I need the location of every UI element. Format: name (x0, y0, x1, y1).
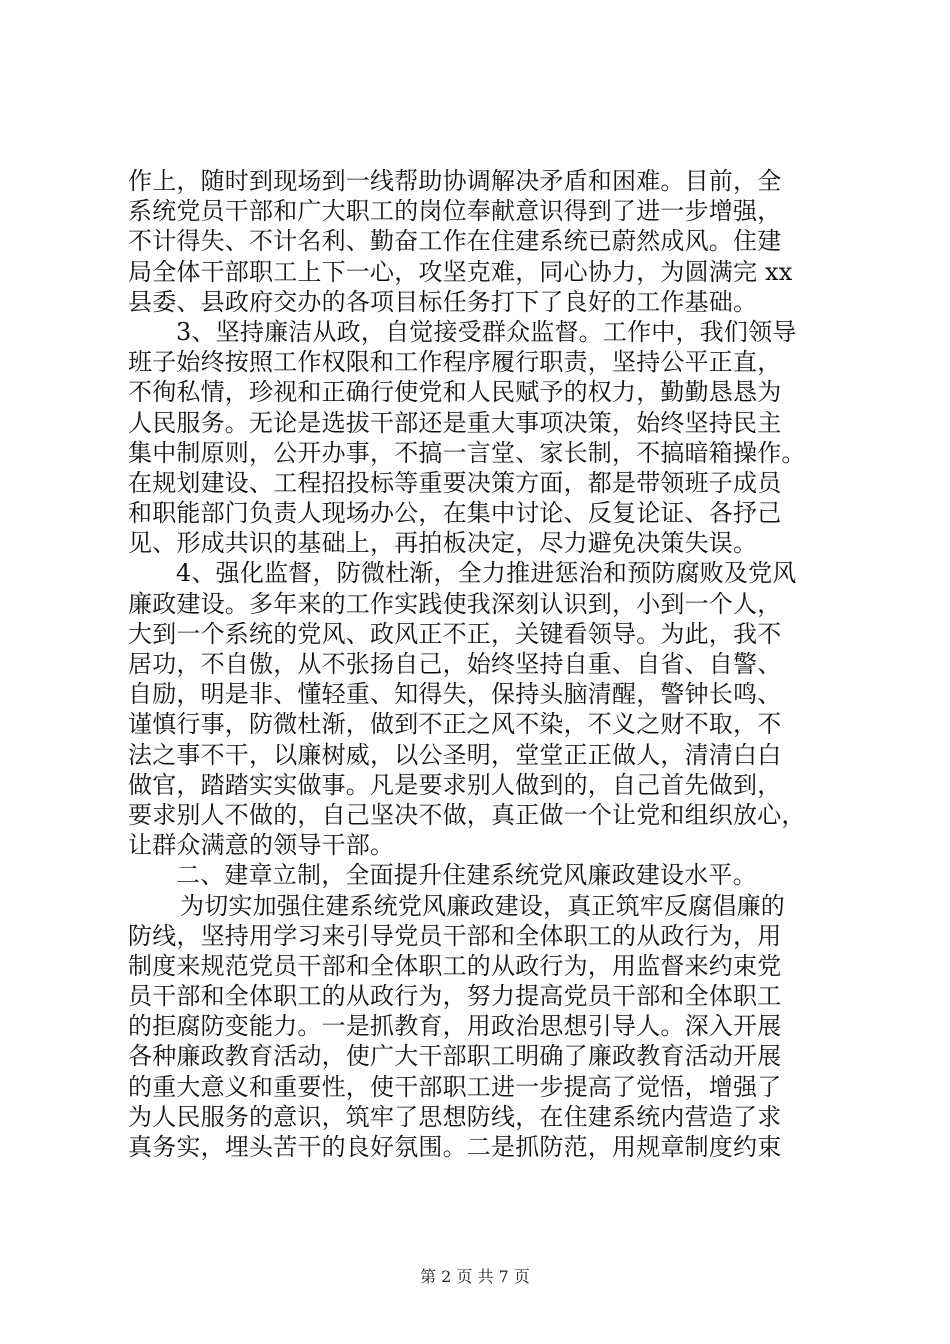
text-line: 制度来规范党员干部和全体职工的从政行为，用监督来约束党 (128, 951, 782, 980)
text-line: 做官，踏踏实实做事。凡是要求别人做到的，自己首先做到， (128, 770, 782, 799)
text-line: 人民服务。无论是选拔干部还是重大事项决策，始终坚持民主 (128, 408, 782, 437)
text-line: 班子始终按照工作权限和工作程序履行职责，坚持公平正直， (128, 348, 782, 377)
text-line: 县委、县政府交办的各项目标任务打下了良好的工作基础。 (128, 287, 758, 316)
paragraph-start-line: 3、坚持廉洁从政，自觉接受群众监督。工作中，我们领导 (176, 317, 797, 346)
text-line: 作上，随时到现场到一线帮助协调解决矛盾和困难。目前，全 (128, 167, 782, 195)
text-line: 要求别人不做的，自己坚决不做，真正做一个让党和组织放心， (128, 800, 806, 829)
text-line: 的拒腐防变能力。一是抓教育，用政治思想引导人。深入开展 (128, 1012, 782, 1041)
text-line: 不计得失、不计名利、勤奋工作在住建系统已蔚然成风。住建 (128, 227, 782, 256)
text-line: 大到一个系统的党风、政风正不正，关键看领导。为此，我不 (128, 619, 782, 648)
text-line: 在规划建设、工程招投标等重要决策方面，都是带领班子成员 (128, 468, 782, 497)
text-line: 的重大意义和重要性，使干部职工进一步提高了觉悟，增强了 (128, 1072, 782, 1101)
page-number-footer: 第 2 页 共 7 页 (420, 1267, 530, 1286)
text-line: 法之事不干，以廉树威，以公圣明，堂堂正正做人，清清白白 (128, 740, 782, 769)
text-line: 为人民服务的意识，筑牢了思想防线，在住建系统内营造了求 (128, 1102, 782, 1131)
body-text (128, 166, 838, 1162)
text-line: 防线，坚持用学习来引导党员干部和全体职工的从政行为，用 (128, 921, 782, 950)
paragraph-start-line: 为切实加强住建系统党风廉政建设，真正筑牢反腐倡廉的 (180, 891, 785, 920)
text-line: 各种廉政教育活动，使广大干部职工明确了廉政教育活动开展 (128, 1042, 782, 1071)
text-line: 居功，不自傲，从不张扬自己，始终坚持自重、自省、自警、 (128, 650, 782, 678)
text-line: 集中制原则，公开办事，不搞一言堂、家长制，不搞暗箱操作。 (128, 438, 806, 467)
text-line: 自励，明是非、懂轻重、知得失，保持头脑清醒，警钟长鸣、 (128, 680, 782, 709)
text-line: 系统党员干部和广大职工的岗位奉献意识得到了进一步增强， (128, 197, 782, 226)
text-line: 员干部和全体职工的从政行为，努力提高党员干部和全体职工 (128, 982, 782, 1011)
text-line: 真务实，埋头苦干的良好氛围。二是抓防范，用规章制度约束 (128, 1133, 782, 1161)
text-line: 见、形成共识的基础上，再拍板决定，尽力避免决策失误。 (128, 529, 758, 558)
text-line: 局全体干部职工上下一心，攻坚克难，同心协力，为圆满完 xx (128, 257, 793, 286)
text-line: 让群众满意的领导干部。 (128, 831, 395, 860)
paragraph-start-line: 4、强化监督，防微杜渐，全力推进惩治和预防腐败及党风 (176, 559, 797, 588)
text-line: 不徇私情，珍视和正确行使党和人民赋予的权力，勤勤恳恳为 (128, 378, 782, 407)
section-heading: 二、建章立制，全面提升住建系统党风廉政建设水平。 (176, 861, 757, 890)
text-line: 和职能部门负责人现场办公，在集中讨论、反复论证、各抒己 (128, 499, 782, 528)
text-line: 谨慎行事，防微杜渐，做到不正之风不染，不义之财不取，不 (128, 710, 782, 739)
text-line: 廉政建设。多年来的工作实践使我深刻认识到，小到一个人， (128, 589, 782, 618)
